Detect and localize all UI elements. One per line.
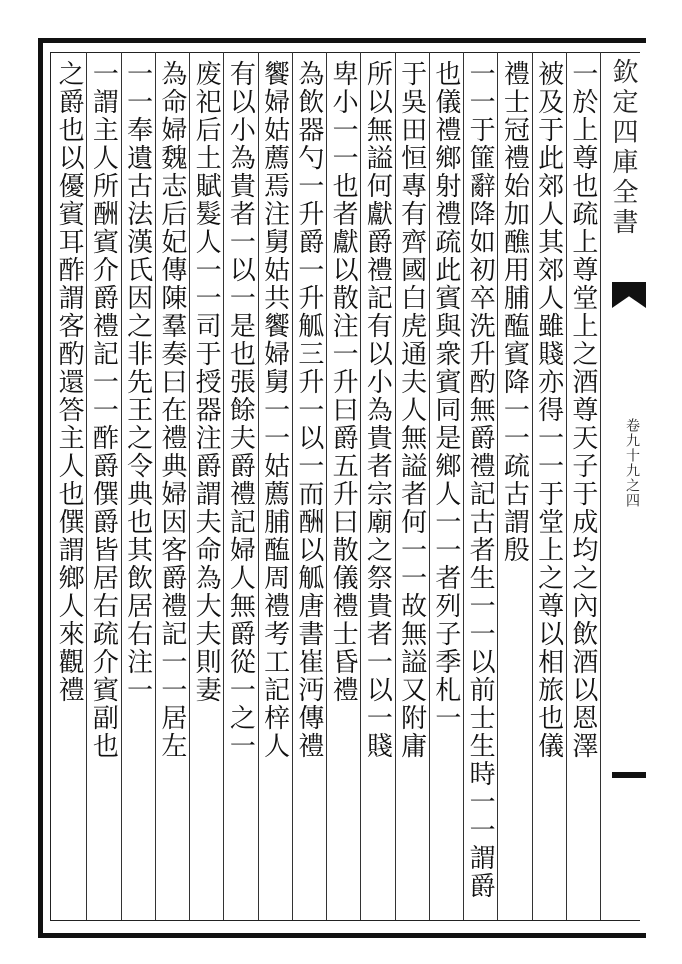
fishtail-bottom-mark <box>612 772 646 778</box>
column-rule <box>121 52 122 920</box>
text-column-14: 一一奉遺古法漢氏因之非先王之令典也其飲居右注一 <box>122 60 153 704</box>
text-column-7: 所以無謚何獻爵禮記有以小為貴者宗廟之祭貴者一以一賤 <box>362 60 393 760</box>
column-rule <box>292 52 293 920</box>
inner-rule-bottom <box>50 920 640 921</box>
column-rule <box>258 52 259 920</box>
text-column-6: 于吳田恒專有齊國白虎通夫人無謚者何一一故無謚又附庸 <box>396 60 427 760</box>
column-rule <box>532 52 533 920</box>
inner-rule-top <box>50 52 640 53</box>
column-rule <box>155 52 156 920</box>
column-rule <box>497 52 498 920</box>
text-column-8: 卑小一一也者獻以散注一升曰爵五升曰散儀禮士昏禮 <box>328 60 359 704</box>
column-rule <box>429 52 430 920</box>
column-rule <box>326 52 327 920</box>
column-rule <box>566 52 567 920</box>
text-column-15: 一謂主人所酬賓介爵禮記一一酢爵僎爵皆居右疏介賓副也 <box>88 60 119 760</box>
text-column-1: 一於上尊也疏上尊堂上之酒尊天子于成均之內飲酒以恩澤 <box>567 60 598 760</box>
column-rule <box>463 52 464 920</box>
margin-title: 欽定四庫全書 <box>608 58 638 238</box>
text-column-12: 废祀后土賦髮人一一司于授器注爵謂夫命為大夫則妻 <box>191 60 222 704</box>
column-rule <box>189 52 190 920</box>
column-rule <box>360 52 361 920</box>
column-rule-right <box>600 52 601 920</box>
text-column-11: 有以小為貴者一以一是也張餘夫爵禮記婦人無爵從一之一 <box>225 60 256 760</box>
text-column-3: 禮士冠禮始加醮用脯醢賓降一一疏古謂殷 <box>499 60 530 564</box>
text-column-9: 為飲器勺一升爵一升觚三升一以一而酬以觚唐書崔沔傳禮 <box>293 60 324 760</box>
text-column-4: 一一于篚辭降如初卒洗升酌無爵禮記古者生一一以前士生時一一謂爵 <box>465 60 496 900</box>
column-rule <box>86 52 87 920</box>
text-column-2: 被及于此郊人其郊人雖賤亦得一一于堂上之尊以相旅也儀 <box>533 60 564 760</box>
margin-volume: 卷九十九之四 <box>624 418 640 508</box>
text-column-10: 饗婦姑薦焉注舅姑共饗婦舅一一姑薦脯醢周禮考工記梓人 <box>259 60 290 760</box>
column-rule <box>223 52 224 920</box>
text-column-16: 之爵也以優賓耳酢謂客酌還答主人也僎謂鄉人來觀禮 <box>54 60 85 704</box>
column-rule <box>395 52 396 920</box>
text-column-13: 為命婦魏志后妃傳陳羣奏曰在禮典婦因客爵禮記一一居左 <box>156 60 187 760</box>
text-column-5: 也儀禮鄉射禮疏此賓與衆賓同是鄉人一一者列子季札一 <box>430 60 461 732</box>
